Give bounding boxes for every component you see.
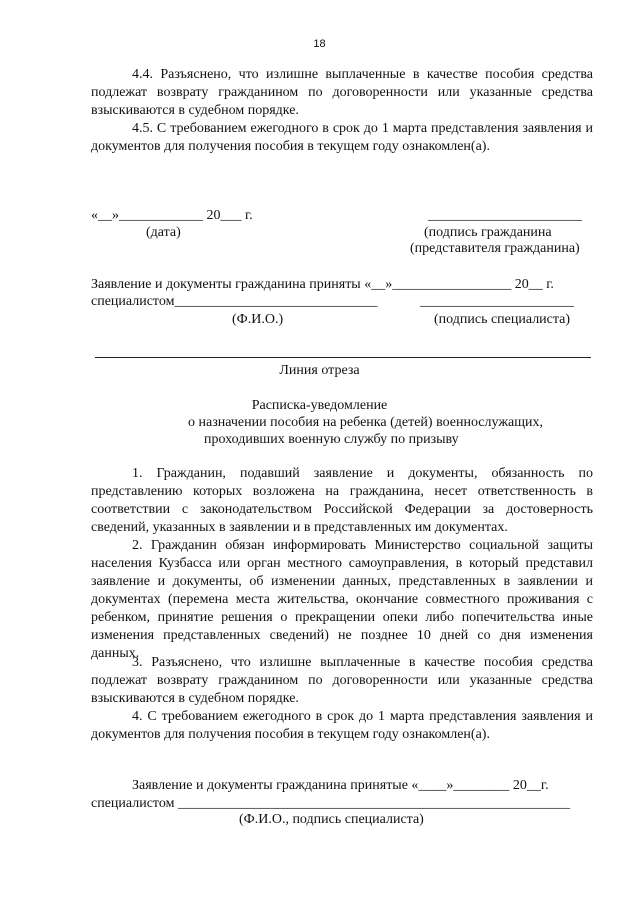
receipt-subtitle-line-2: проходивших военную службу по призыву (204, 432, 459, 447)
date-caption: (дата) (146, 225, 181, 240)
specialist-signature-caption: (подпись специалиста) (434, 312, 571, 327)
receipt-paragraph-4: 4. С требованием ежегодного в срок до 1 марта представления заявления и документов для получения пособия в текущем году ознакомлен(а). (91, 709, 593, 742)
paragraph-4-4: 4.4. Разъяснено, что излишне выплаченные в качестве пособия средства подлежат возврату гражданином по договоренности или указанные средства взыскиваются в судебном порядке. (91, 67, 593, 118)
receipt-paragraph-3: 3. Разъяснено, что излишне выплаченные в качестве пособия средства подлежат возврату гражданином по договоренности или указанные средства взыскиваются в судебном порядке. (91, 655, 593, 706)
date-fill-line: «__»____________ 20___ г. (91, 208, 253, 223)
citizen-signature-line: ______________________ (428, 208, 582, 223)
receipt-title: Расписка-уведомление (251, 398, 388, 413)
receipt-accepted-line: Заявление и документы гражданина принятые «____»________ 20__г. (132, 778, 549, 793)
receipt-specialist-line: специалистом ________________________________________________________ (91, 796, 570, 811)
receipt-paragraph-2: 2. Гражданин обязан информировать Министерство социальной защиты населения Кузбасса или орган местного самоуправления, в который представил заявление и документы, об изменении данных, представленных в заявлении и документах (перемена места жительства, окончание совместного проживания с ребенком, принятие решения о прекращении опеки либо попечительства иные изменения представленных сведений) не позднее 10 дней со дня изменения данных. (91, 538, 593, 661)
documents-accepted-line: Заявление и документы гражданина приняты «__»_________________ 20__ г. (91, 277, 554, 292)
fio-caption: (Ф.И.О.) (232, 312, 284, 327)
receipt-paragraph-1: 1. Гражданин, подавший заявление и документы, обязанность по представлению которых возложена на гражданина, несет ответственность в соответствии с законодательством Российской Федерации за достоверность сведений, указанных в заявлении и в представленных им документах. (91, 466, 593, 535)
citizen-representative-caption: (представителя гражданина) (410, 241, 580, 256)
cut-line (95, 357, 591, 358)
citizen-signature-caption: (подпись гражданина (424, 225, 552, 240)
specialist-signature-line: ______________________ (420, 294, 574, 309)
page-number: 18 (313, 38, 326, 50)
specialist-fill-line: специалистом_____________________________ (91, 294, 378, 309)
receipt-fio-signature-caption: (Ф.И.О., подпись специалиста) (239, 812, 424, 827)
paragraph-4-5: 4.5. С требованием ежегодного в срок до 1 марта представления заявления и документов для получения пособия в текущем году ознакомлен(а). (91, 121, 593, 154)
cut-line-label: Линия отреза (279, 363, 360, 378)
receipt-subtitle-line-1: о назначении пособия на ребенка (детей) военнослужащих, (188, 415, 543, 430)
